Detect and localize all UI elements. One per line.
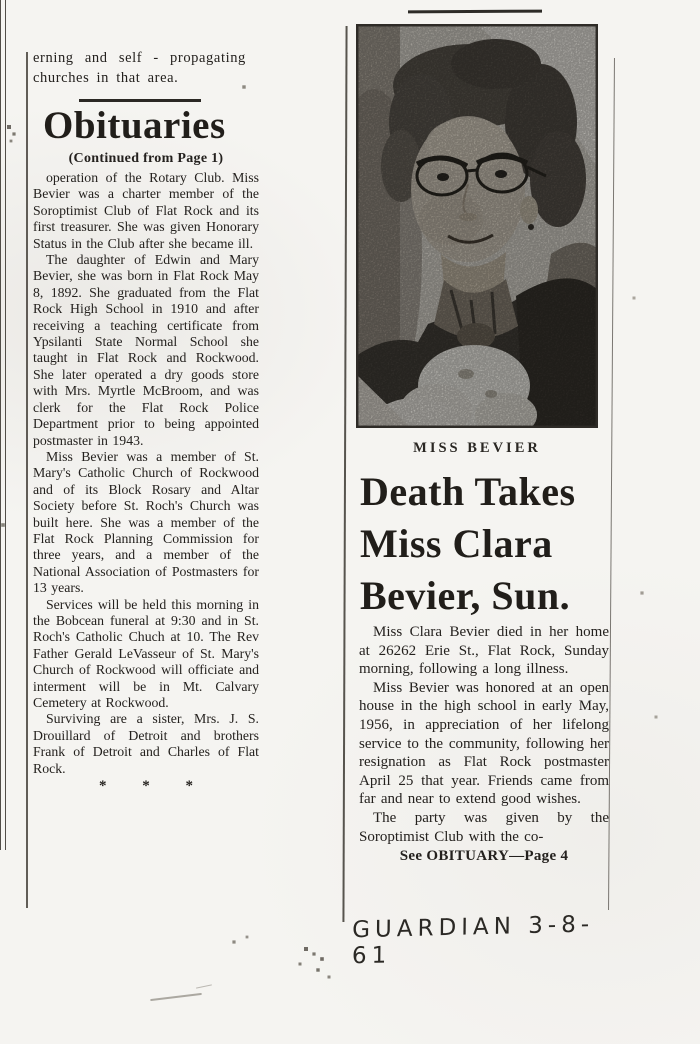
obituary-paragraph: Miss Bevier was a member of St. Mary's Catholic Church of Rockwood and of its Block Rosary and Altar Society before St. Roch's Church was built here. She was a member of the Flat Rock Planning Commission for three years, and a member of the National Association of Postmasters for 13 years.	[33, 448, 259, 596]
continuation-note: See OBITUARY—Page 4	[399, 848, 569, 865]
headline-line: Death Takes	[360, 469, 576, 514]
obituary-paragraph: Miss Clara Bevier died in her home at 26262 Erie St., Flat Rock, Sunday morning, following a long illness.	[359, 624, 609, 678]
obituary-paragraph: The party was given by the Soroptimist Club with the co-	[359, 809, 609, 845]
scan-noise-dash	[150, 993, 202, 1001]
right-column-body	[359, 623, 609, 865]
obituary-paragraph: Services will be held this morning in the Bobcean funeral at 9:30 and in St. Roch's Catholic Chuch at 10. The Rev Father Gerald LeVasseur of St. Mary's Church of Rockwood will officiate and interment will be in Mt. Calvary Cemetery at Rockwood.	[33, 596, 259, 710]
carryover-text-line: churches in that area.	[33, 70, 179, 86]
obituary-paragraph: Miss Bevier was honored at an open house in the high school in early May, 1956, in appreciation of her lifelong service to the community, following her resignation as Flat Rock postmaster April 25 that year. Friends came from far and near to extend good wishes.	[359, 679, 609, 808]
halftone-portrait-image	[356, 24, 598, 428]
portrait-photo	[356, 24, 598, 428]
left-column-rule	[26, 52, 28, 908]
obituary-paragraph: Surviving are a sister, Mrs. J. S. Drouillard of Detroit and brothers Frank of Detroit and Charles of Flat Rock.	[33, 711, 259, 776]
obituary-headline	[360, 466, 612, 622]
column-divider-rule	[342, 26, 347, 922]
obituary-paragraph: operation of the Rotary Club. Miss Bevier was a charter member of the Soroptimist Club of Flat Rock and its first treasurer. She was given Honorary Status in the Club after she became ill.	[33, 170, 259, 251]
carryover-text-line: erning and self - propagating	[33, 50, 246, 66]
left-column-double-rule	[0, 0, 6, 850]
scan-noise-dash	[196, 984, 212, 989]
left-column	[33, 48, 259, 795]
headline-line: Bevier, Sun.	[360, 573, 571, 618]
photo-top-edge-line	[408, 10, 542, 13]
article-end-mark: * * *	[99, 778, 209, 795]
obituaries-section-title: Obituaries	[43, 104, 226, 147]
scan-noise	[0, 0, 2, 2]
handwritten-source-date-note: GUARDIAN 3-8-61	[351, 911, 595, 970]
obituary-paragraph: The daughter of Edwin and Mary Bevier, she was born in Flat Rock May 8, 1892. She graduated from the Flat Rock High School in 1910 and after receiving a teaching certificate from Ypsilanti State Normal School she taught in Flat Rock and Rockwood. She later operated a dry goods store with Mrs. Myrtle McBroom, and was clerk for the Flat Rock Police Department prior to being appointed postmaster in 1943.	[33, 252, 259, 448]
section-divider	[79, 99, 201, 102]
headline-line: Miss Clara	[360, 521, 553, 566]
photo-caption: MISS BEVIER	[413, 440, 541, 456]
continued-from-note: (Continued from Page 1)	[68, 151, 224, 166]
